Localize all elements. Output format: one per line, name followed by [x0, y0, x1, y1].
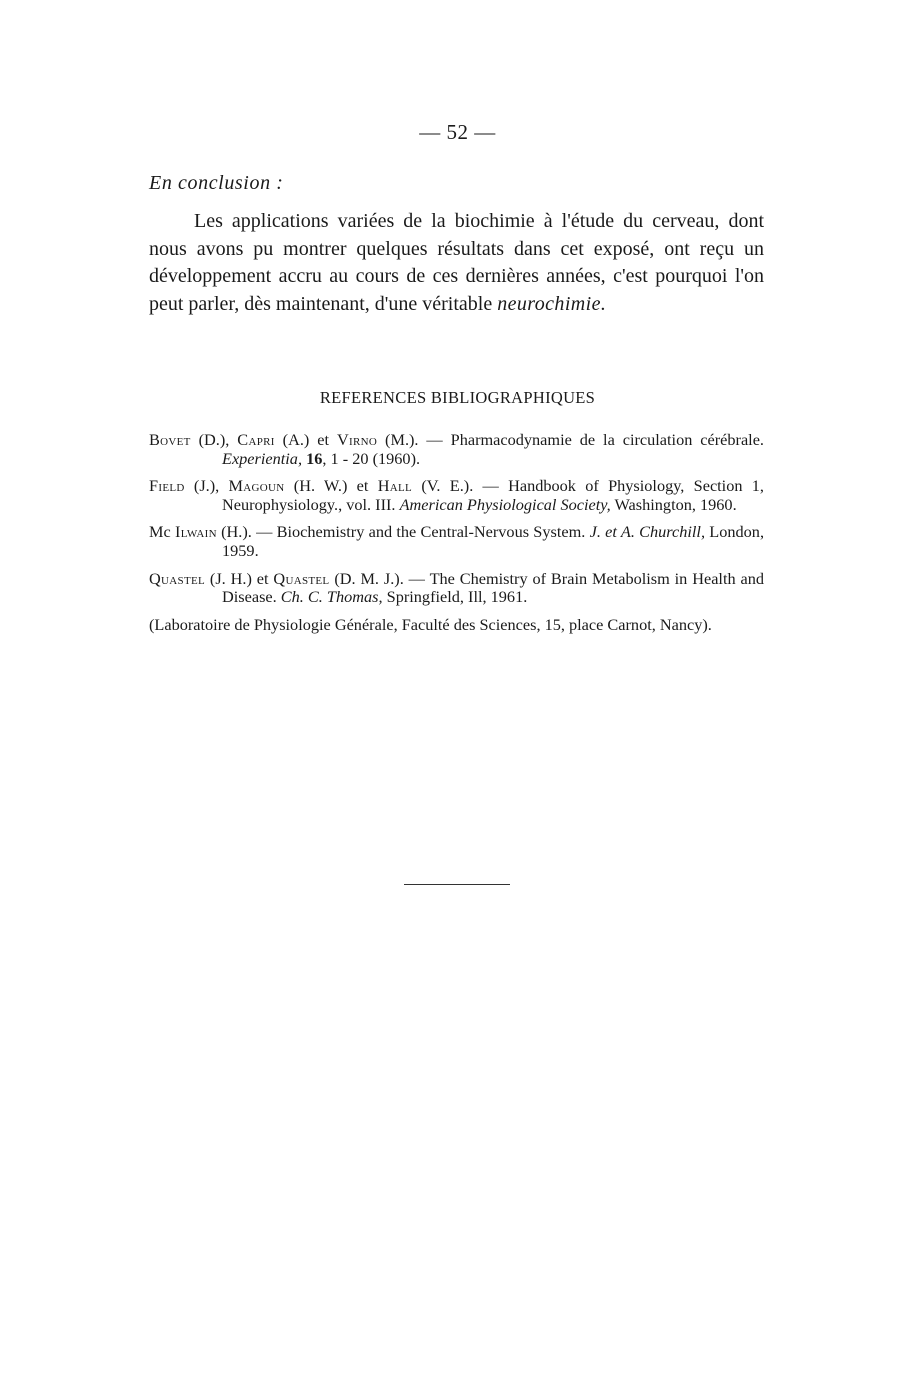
reference-title: Biochemistry and the Central-Nervous System.	[276, 522, 590, 542]
reference-author: Magoun	[228, 476, 285, 496]
reference-author: Capri	[237, 430, 275, 449]
reference-title: Handbook of Physiology, Section 1, Neurophysiology., vol. III.	[222, 476, 764, 514]
reference-entry-bovet	[149, 431, 764, 468]
reference-place: London, 1959.	[222, 522, 765, 560]
reference-publisher: J. et A. Churchill,	[589, 522, 706, 542]
reference-place: Springfield, Ill, 1961.	[382, 587, 528, 607]
reference-initials: (A.) et	[274, 430, 337, 449]
reference-author: Quastel	[273, 568, 330, 588]
reference-initials: (J. H.) et	[205, 568, 274, 588]
references-heading: REFERENCES BIBLIOGRAPHIQUES	[319, 388, 596, 407]
reference-volume: 16	[306, 448, 323, 468]
reference-author: Hall	[377, 476, 413, 496]
reference-pages: , 1 - 20 (1960).	[322, 448, 421, 468]
reference-initials: (D. M. J.). —	[329, 568, 430, 588]
affiliation-note: (Laboratoire de Physiologie Générale, Faculté des Sciences, 15, place Carnot, Nancy).	[149, 614, 712, 634]
reference-entry-quastel	[149, 570, 764, 607]
reference-journal: Experientia,	[222, 448, 303, 468]
reference-initials: (H. W.) et	[284, 476, 378, 496]
reference-entry-field	[149, 477, 764, 514]
reference-initials: (D.),	[190, 430, 238, 449]
reference-initials: (V. E.). —	[412, 476, 509, 496]
reference-author: Bovet	[149, 430, 191, 449]
end-divider	[404, 884, 510, 885]
reference-author: Field	[149, 476, 185, 496]
reference-entry-mcilwain	[149, 523, 764, 560]
reference-author: Ilwain	[174, 522, 217, 542]
conclusion-heading: En conclusion :	[149, 172, 284, 194]
reference-initials: (J.),	[184, 476, 229, 496]
reference-author: Virno	[336, 430, 378, 449]
reference-title: Pharmacodynamie de la circulation cérébrale.	[450, 430, 764, 449]
conclusion-text: Les applications variées de la biochimie à l'étude du cerveau, dont nous avons pu montrer quelques résultats dans cet exposé, ont reçu un développement accru au cours de ces dernières années, c'est pourquoi l'on peut parler, dès maintenant, d'une véritable	[149, 210, 764, 315]
reference-initials: (H.). —	[216, 522, 277, 542]
reference-author: Quastel	[149, 568, 206, 588]
reference-title: The Chemistry of Brain Metabolism in Health and Disease.	[222, 568, 764, 607]
reference-publisher: Ch. C. Thomas,	[280, 587, 383, 607]
references-list	[149, 431, 764, 643]
conclusion-emphasis: neurochimie.	[497, 292, 607, 315]
reference-place: Washington, 1960.	[610, 494, 737, 514]
conclusion-paragraph	[149, 208, 764, 318]
page-number: — 52 —	[419, 120, 496, 144]
reference-publisher: American Physiological Society,	[399, 494, 611, 514]
reference-prefix: Mc	[149, 522, 175, 542]
reference-initials: (M.). —	[377, 430, 451, 449]
